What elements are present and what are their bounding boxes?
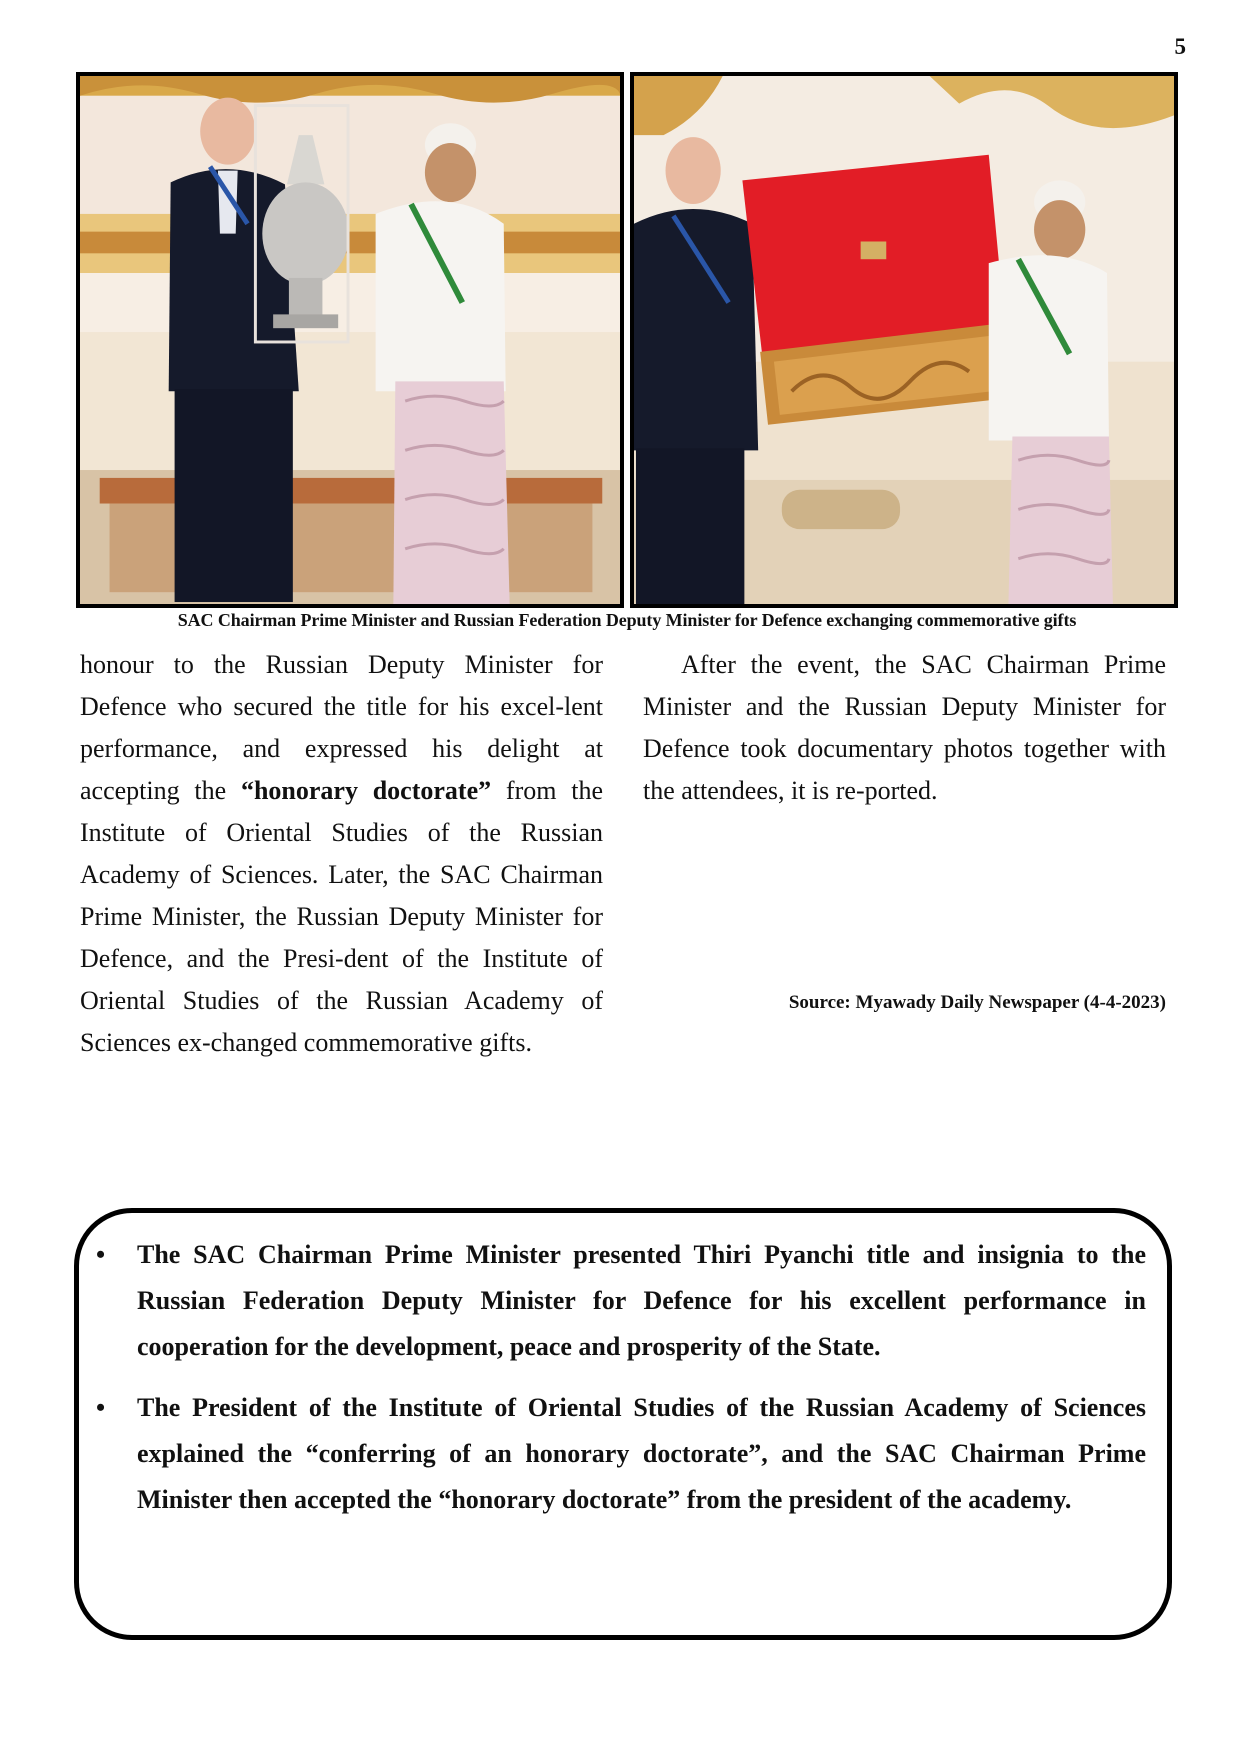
photo-caption: SAC Chairman Prime Minister and Russian Federation Deputy Minister for Defence exchanging commemorative gifts [177,610,1077,630]
article-left-column [80,644,603,1064]
article-left-text-2: from the Institute of Oriental Studies of the Russian Academy of Sciences. Later, the SAC Chairman Prime Minister, the Russian Deputy Minister for Defence, and the Presi-dent of the Institute of Oriental Studies of the Russian Academy of Sciences ex-changed commemorative gifts. [80,776,603,1057]
bullet-icon: • [96,1393,106,1422]
summary-point-text: The SAC Chairman Prime Minister presented Thiri Pyanchi title and insignia to the Russian Federation Deputy Minister for Defence for his excellent performance in cooperation for the development, peace and prosperity of the State. [137,1240,1146,1361]
page-number: 5 [1174,34,1186,59]
summary-list [96,1232,1146,1538]
source-citation: Source: Myawady Daily Newspaper (4-4-2023) [788,992,1166,1013]
summary-point-text: The President of the Institute of Oriental Studies of the Russian Academy of Sciences explained the “conferring of an honorary doctorate”, and the SAC Chairman Prime Minister then accepted the “honorary doctorate” from the president of the academy. [137,1393,1146,1514]
article-right-column: After the event, the SAC Chairman Prime Minister and the Russian Deputy Minister for Defence took documentary photos together with the attendees, it is re-ported. [643,650,1166,805]
article-left-text-1: honour to the Russian Deputy Minister for Defence who secured the title for his excel-lent performance, and expressed his delight at accepting the [80,650,603,805]
summary-point [96,1232,1146,1370]
photo-gift-exchange-box [630,72,1178,608]
photo-gift-exchange-bowl [76,72,624,608]
summary-point [96,1385,1146,1523]
bullet-icon: • [96,1240,106,1269]
article-left-emphasis: “honorary doctorate” [240,776,492,805]
